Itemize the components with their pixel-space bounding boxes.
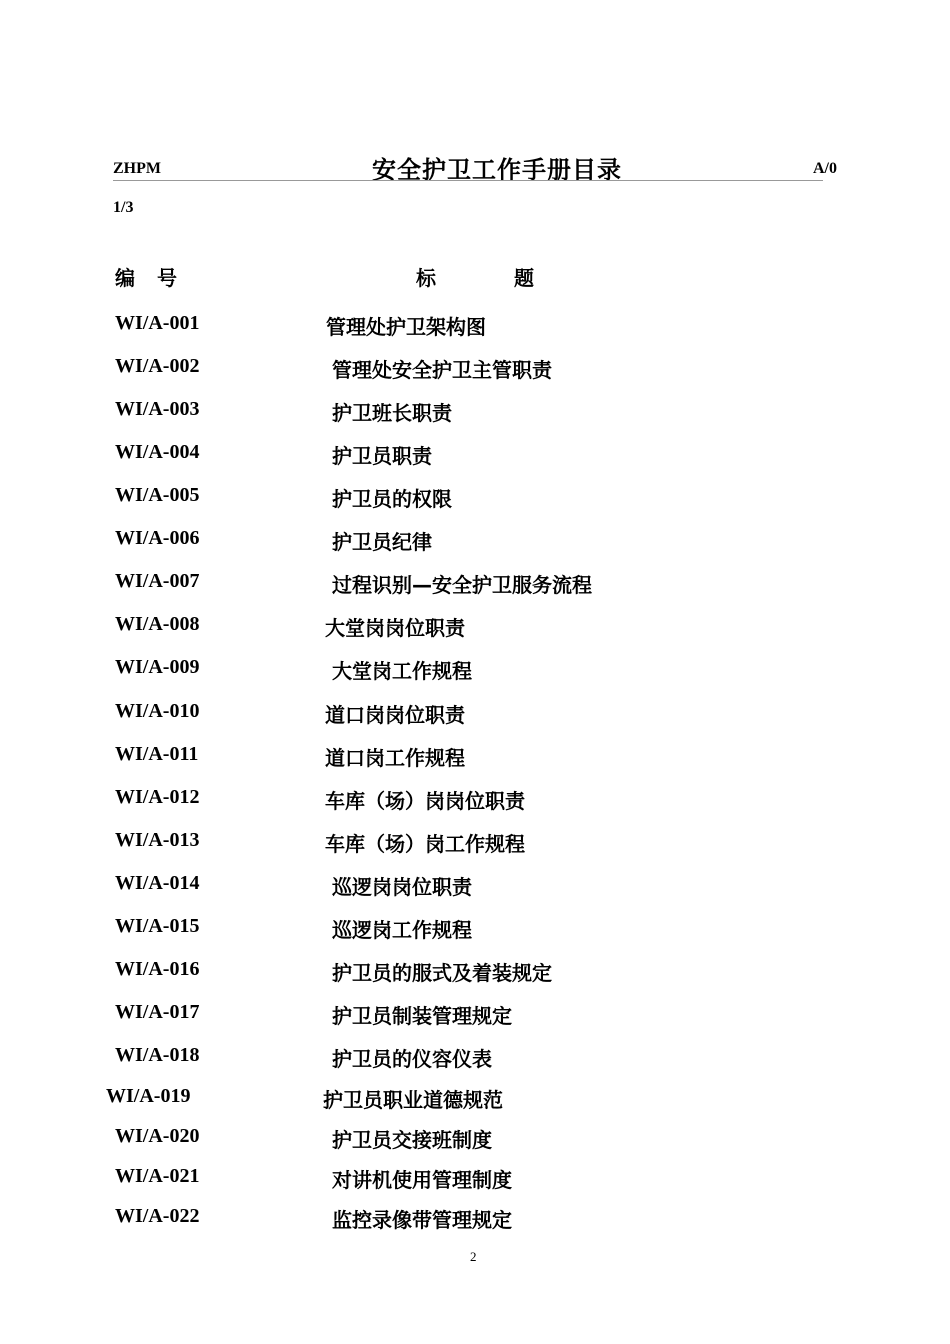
toc-entry-title: 护卫员纪律 <box>332 530 432 554</box>
toc-entry-title: 护卫员的服式及着装规定 <box>332 961 552 985</box>
toc-entry-code: WI/A-012 <box>115 786 200 808</box>
toc-entry-title: 护卫员职业道德规范 <box>323 1088 503 1112</box>
header-doc-code: ZHPM <box>113 160 161 177</box>
page-number: 2 <box>470 1249 477 1264</box>
toc-entry-title: 监控录像带管理规定 <box>332 1208 512 1232</box>
toc-entry-code: WI/A-003 <box>115 398 200 420</box>
toc-entry-title: 车库（场）岗工作规程 <box>325 832 525 856</box>
toc-entry-title: 大堂岗工作规程 <box>332 659 472 683</box>
toc-entry-title: 巡逻岗工作规程 <box>332 918 472 942</box>
toc-entry-code: WI/A-011 <box>115 743 199 765</box>
toc-entry-title: 护卫员职责 <box>332 444 432 468</box>
toc-entry-title: 管理处护卫架构图 <box>326 315 486 339</box>
toc-entry-code: WI/A-014 <box>115 872 200 894</box>
toc-entry-code: WI/A-005 <box>115 484 200 506</box>
toc-entry-code: WI/A-021 <box>115 1165 200 1187</box>
toc-entry-code: WI/A-018 <box>115 1044 200 1066</box>
toc-entry-code: WI/A-016 <box>115 958 200 980</box>
toc-entry-code: WI/A-007 <box>115 570 200 592</box>
toc-entry-code: WI/A-009 <box>115 656 200 678</box>
page-title: 安全护卫工作手册目录 <box>372 156 622 184</box>
toc-entry-title: 大堂岗岗位职责 <box>325 616 465 640</box>
toc-entry-code: WI/A-019 <box>106 1085 191 1107</box>
header-page-index: 1/3 <box>113 199 134 216</box>
toc-entry-title: 巡逻岗岗位职责 <box>332 875 472 899</box>
toc-entry-code: WI/A-010 <box>115 700 200 722</box>
toc-entry-title: 护卫员制装管理规定 <box>332 1004 512 1028</box>
toc-entry-title: 对讲机使用管理制度 <box>332 1168 512 1192</box>
header-revision: A/0 <box>813 160 837 177</box>
toc-entry-code: WI/A-006 <box>115 527 200 549</box>
toc-entry-title: 护卫员的仪容仪表 <box>332 1047 492 1071</box>
toc-entry-code: WI/A-013 <box>115 829 200 851</box>
toc-entry-code: WI/A-001 <box>115 312 200 334</box>
header-divider <box>113 180 823 181</box>
toc-entry-code: WI/A-020 <box>115 1125 200 1147</box>
column-header-code: 编号 <box>115 266 199 290</box>
toc-entry-title: 护卫员的权限 <box>332 487 452 511</box>
column-header-title: 标题 <box>416 266 612 290</box>
toc-entry-code: WI/A-022 <box>115 1205 200 1227</box>
toc-entry-code: WI/A-002 <box>115 355 200 377</box>
toc-entry-title: 过程识别—安全护卫服务流程 <box>332 573 592 597</box>
toc-entry-code: WI/A-015 <box>115 915 200 937</box>
toc-entry-title: 护卫员交接班制度 <box>332 1128 492 1152</box>
toc-entry-code: WI/A-004 <box>115 441 200 463</box>
toc-entry-code: WI/A-008 <box>115 613 200 635</box>
toc-entry-title: 护卫班长职责 <box>332 401 452 425</box>
toc-entry-title: 道口岗工作规程 <box>325 746 465 770</box>
toc-entry-code: WI/A-017 <box>115 1001 200 1023</box>
toc-entry-title: 车库（场）岗岗位职责 <box>325 789 525 813</box>
toc-entry-title: 管理处安全护卫主管职责 <box>332 358 552 382</box>
toc-entry-title: 道口岗岗位职责 <box>325 703 465 727</box>
